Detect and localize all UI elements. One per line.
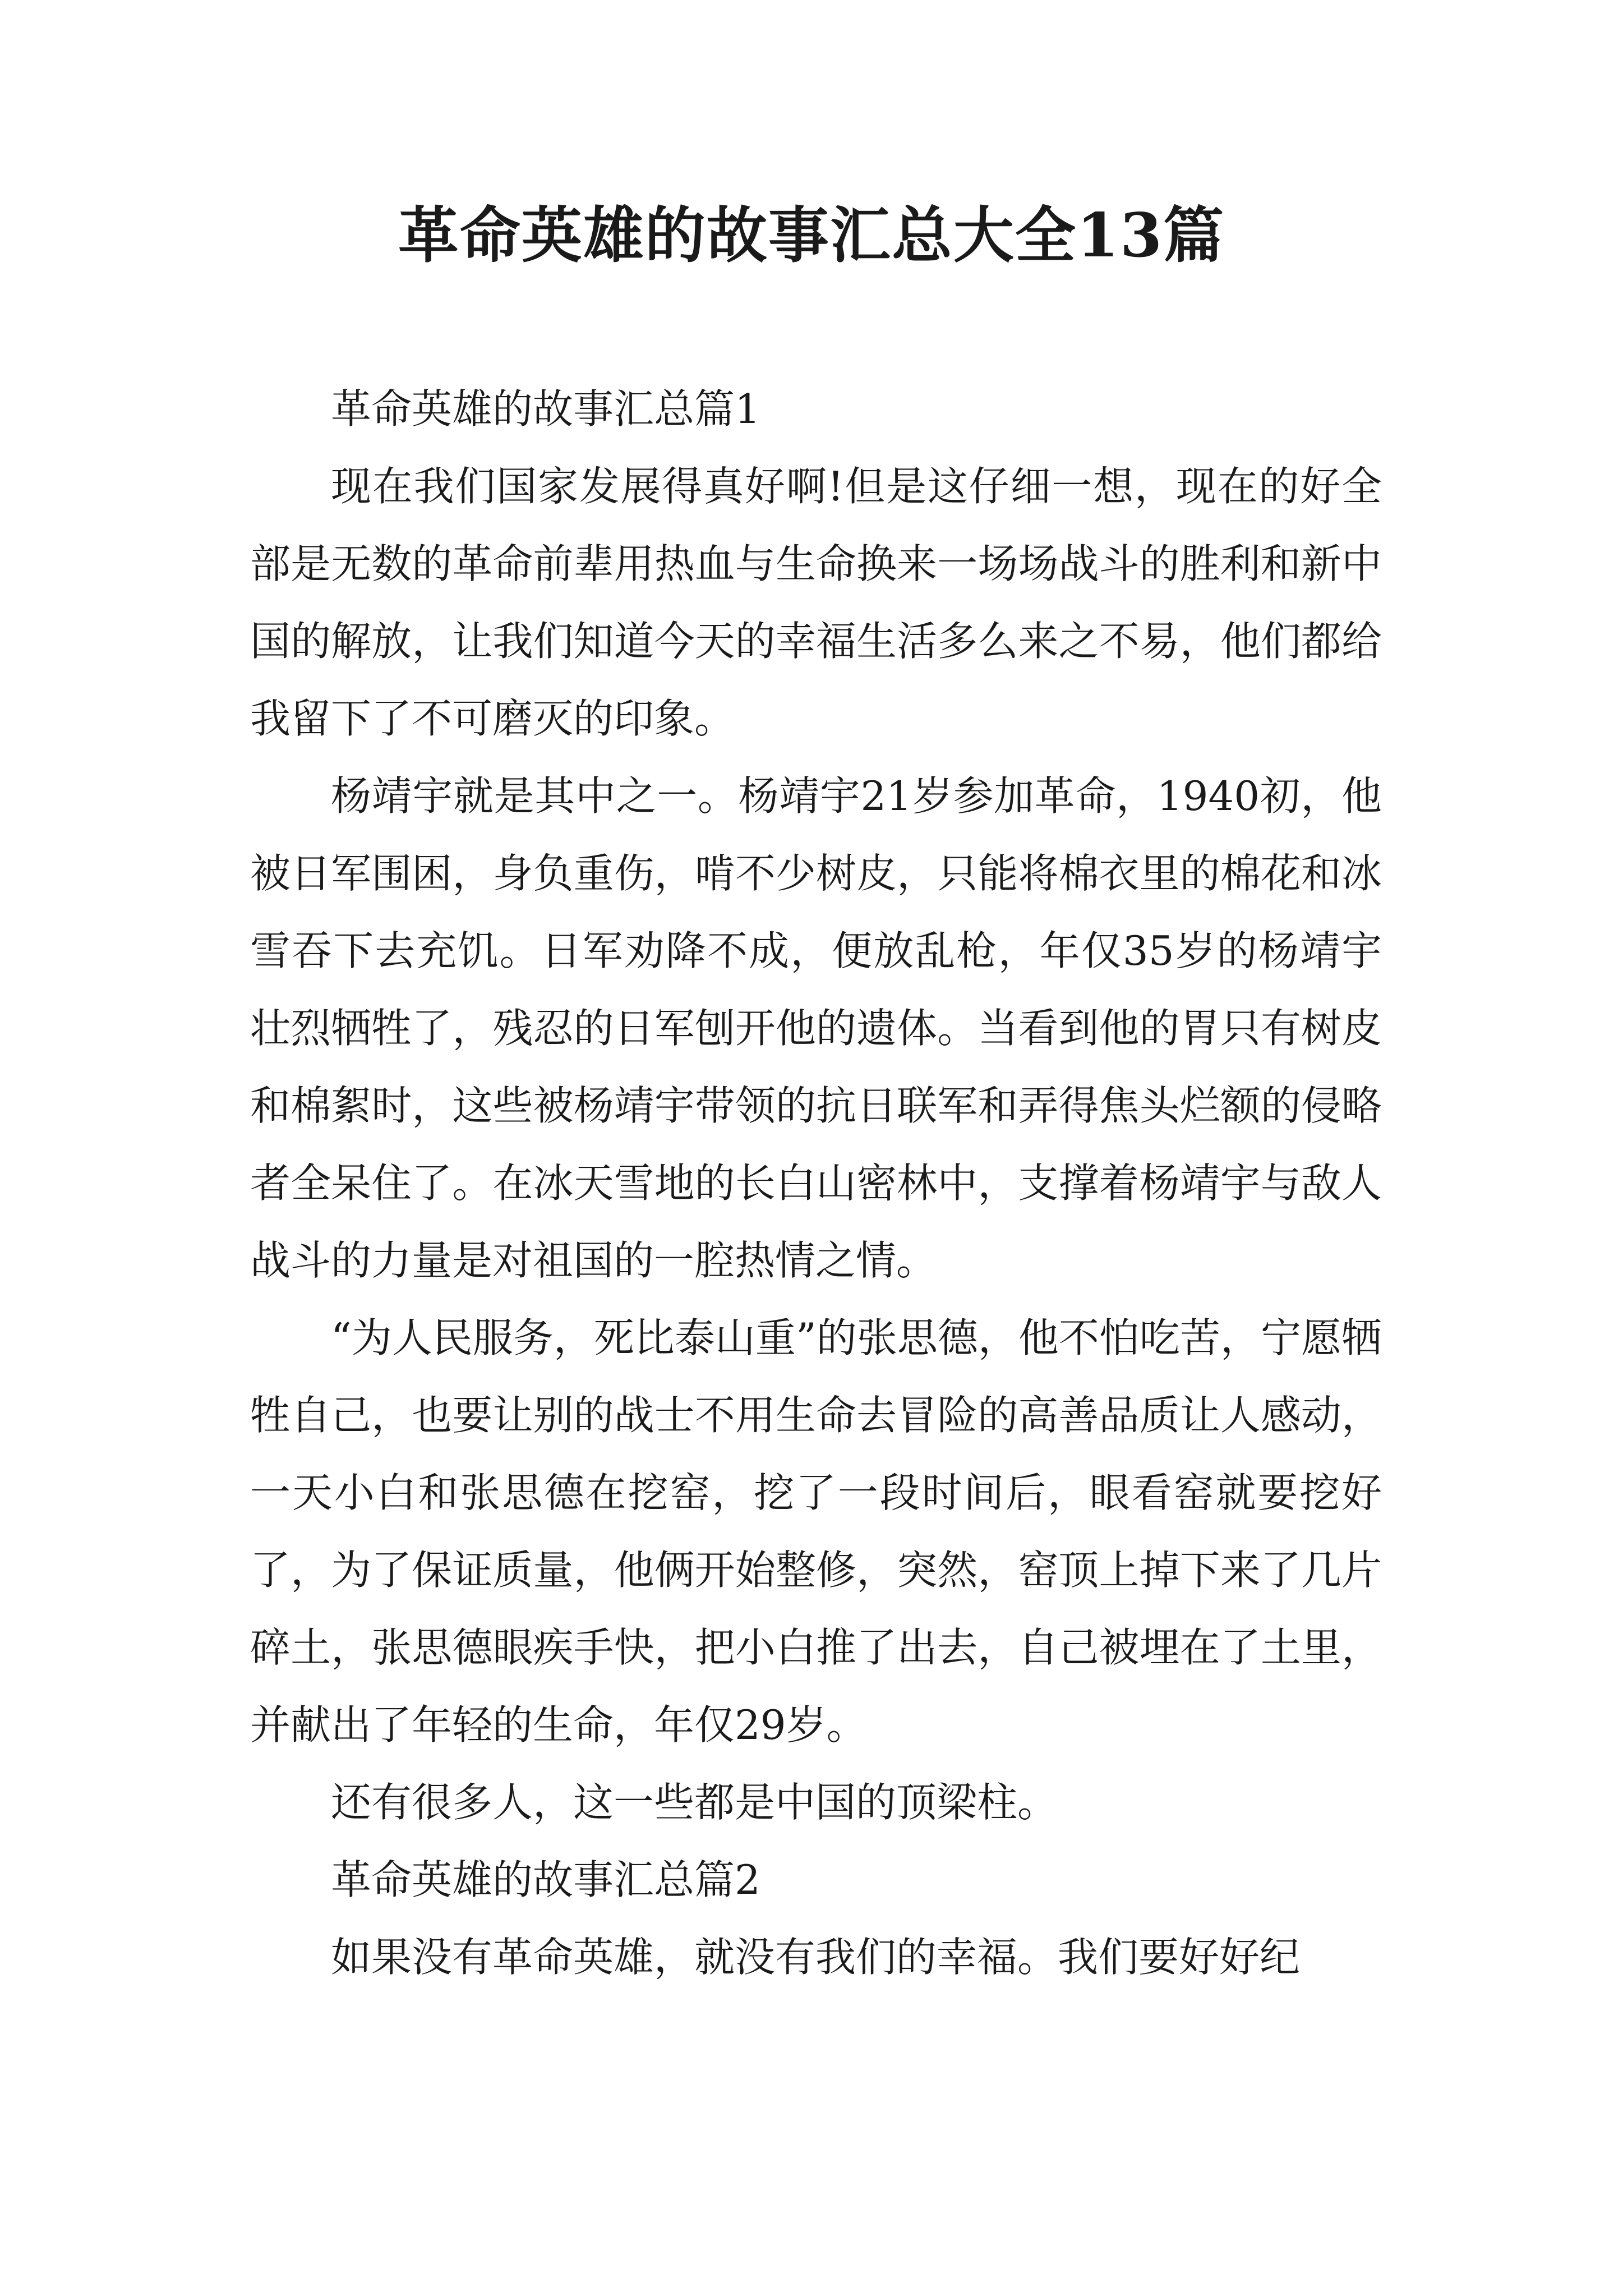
body-paragraph: 还有很多人，这一些都是中国的顶梁柱。 <box>331 1779 1058 1826</box>
document-body <box>250 370 1382 1996</box>
section-heading: 革命英雄的故事汇总篇2 <box>331 1856 760 1903</box>
body-paragraph: 现在我们国家发展得真好啊!但是这仔细一想，现在的好全部是无数的革命前辈用热血与生命换来一场场战斗的胜利和新中国的解放，让我们知道今天的幸福生活多么来之不易，他们都给我留下了不可磨灭的印象。 <box>250 463 1382 742</box>
body-paragraph: “为人民服务，死比泰山重”的张思德，他不怕吃苦，宁愿牺牲自己，也要让别的战士不用生命去冒险的高善品质让人感动，一天小白和张思德在挖窑，挖了一段时间后，眼看窑就要挖好了，为了保证质量，他俩开始整修，突然，窑顶上掉下来了几片碎土，张思德眼疾手快，把小白推了出去，自己被埋在了土里，并献出了年轻的生命，年仅29岁。 <box>250 1314 1382 1749</box>
document-title: 革命英雄的故事汇总大全13篇 <box>398 200 1225 271</box>
body-paragraph: 杨靖宇就是其中之一。杨靖宇21岁参加革命，1940初，他被日军围困，身负重伤，啃不少树皮，只能将棉衣里的棉花和冰雪吞下去充饥。日军劝降不成，便放乱枪，年仅35岁的杨靖宇壮烈牺牲了，残忍的日军刨开他的遗体。当看到他的胃只有树皮和棉絮时，这些被杨靖宇带领的抗日联军和弄得焦头烂额的侵略者全呆住了。在冰天雪地的长白山密林中，支撑着杨靖宇与敌人战斗的力量是对祖国的一腔热情之情。 <box>250 772 1382 1284</box>
body-paragraph: 如果没有革命英雄，就没有我们的幸福。我们要好好纪 <box>331 1934 1301 1981</box>
section-heading: 革命英雄的故事汇总篇1 <box>331 385 760 432</box>
